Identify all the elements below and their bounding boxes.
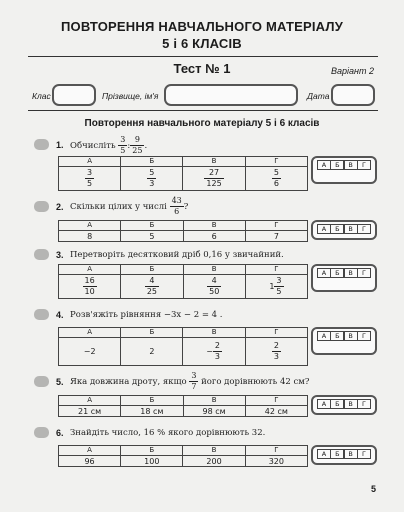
name-field[interactable] — [164, 84, 298, 106]
name-label: Прізвище, ім'я — [102, 91, 159, 101]
answer-box[interactable]: А Б В Г — [311, 220, 377, 240]
option-c: 200 — [183, 456, 245, 467]
date-field[interactable] — [331, 84, 375, 106]
question-marker — [34, 376, 49, 387]
question-text: Перетворіть десятковий дріб 0,16 у звичайний. — [70, 250, 284, 260]
option-d: 42 см — [245, 406, 307, 417]
header-rule — [28, 56, 378, 57]
section-title: Повторення навчального матеріалу 5 і 6 класів — [84, 118, 320, 129]
form-rule — [28, 110, 378, 111]
options-table: А Б В Г −2 2 − $\frac{2}{3}$ $\frac{2}{3}$ — [58, 327, 308, 366]
option-d: 1 $\frac{3}{5}$ — [245, 275, 307, 299]
answer-box[interactable]: А Б В Г — [311, 156, 377, 184]
option-a: $\frac{16}{10}$ — [59, 275, 121, 299]
option-b: 2 — [121, 338, 183, 366]
option-d: 320 — [245, 456, 307, 467]
option-b: 100 — [121, 456, 183, 467]
question-text: Обчисліть $\frac{3}{5}$ : $\frac{9}{25}$ . — [70, 135, 148, 155]
class-field[interactable] — [52, 84, 96, 106]
question-marker — [34, 309, 49, 320]
question-text: Знайдіть число, 16 % якого дорівнюють 32. — [70, 428, 266, 438]
option-b: $\frac{4}{25}$ — [121, 275, 183, 299]
answer-box[interactable]: А Б В Г — [311, 395, 377, 415]
option-c: − $\frac{2}{3}$ — [183, 338, 245, 366]
page-header — [0, 18, 404, 52]
option-c: $\frac{27}{125}$ — [183, 167, 245, 191]
option-b: $\frac{5}{3}$ — [121, 167, 183, 191]
option-c: 98 см — [183, 406, 245, 417]
question-number: 4. — [56, 310, 64, 320]
options-table: А Б В Г 96 100 200 320 — [58, 445, 308, 467]
answer-box[interactable]: А Б В Г — [311, 445, 377, 465]
question-number: 1. — [56, 140, 64, 150]
header-line-1: ПОВТОРЕННЯ НАВЧАЛЬНОГО МАТЕРІАЛУ — [60, 19, 343, 34]
question-text: Яка довжина дроту, якщо $\frac{3}{7}$ його дорівнюють 42 см? — [70, 371, 310, 391]
option-a: $\frac{3}{5}$ — [59, 167, 121, 191]
option-c: $\frac{4}{50}$ — [183, 275, 245, 299]
option-d: 7 — [245, 231, 307, 242]
header-line-2: 5 і 6 КЛАСІВ — [162, 36, 242, 51]
options-table: А Б В Г 21 см 18 см 98 см 42 см — [58, 395, 308, 417]
option-a: −2 — [59, 338, 121, 366]
question-number: 5. — [56, 377, 64, 387]
answer-box[interactable]: А Б В Г — [311, 264, 377, 292]
question-number: 6. — [56, 428, 64, 438]
option-a: 96 — [59, 456, 121, 467]
option-d: $\frac{5}{6}$ — [245, 167, 307, 191]
question-marker — [34, 139, 49, 150]
question-marker — [34, 201, 49, 212]
option-c: 6 — [183, 231, 245, 242]
option-d: $\frac{2}{3}$ — [245, 338, 307, 366]
question-number: 3. — [56, 250, 64, 260]
option-b: 18 см — [121, 406, 183, 417]
option-a: 8 — [59, 231, 121, 242]
page-number: 5 — [370, 484, 376, 494]
variant-label: Варіант 2 — [331, 66, 374, 76]
question-text: Розв'яжіть рівняння −3x − 2 = 4 . — [70, 310, 223, 320]
options-table: А Б В Г $\frac{16}{10}$ $\frac{4}{25}$ $\frac{4}{50}$ 1 $\frac{3}{5}$ — [58, 264, 308, 299]
option-b: 5 — [121, 231, 183, 242]
answer-box[interactable]: А Б В Г — [311, 327, 377, 355]
option-a: 21 см — [59, 406, 121, 417]
class-label: Клас — [32, 91, 51, 101]
question-text: Скільки цілих у числі $\frac{43}{6}$ ? — [70, 196, 189, 216]
question-marker — [34, 249, 49, 260]
options-table: А Б В Г 8 5 6 7 — [58, 220, 308, 242]
date-label: Дата — [307, 91, 330, 101]
test-title: Тест № 1 — [173, 61, 231, 76]
options-table: А Б В Г $\frac{3}{5}$ $\frac{5}{3}$ $\frac{27}{125}$ $\frac{5}{6}$ — [58, 156, 308, 191]
question-number: 2. — [56, 202, 64, 212]
question-marker — [34, 427, 49, 438]
